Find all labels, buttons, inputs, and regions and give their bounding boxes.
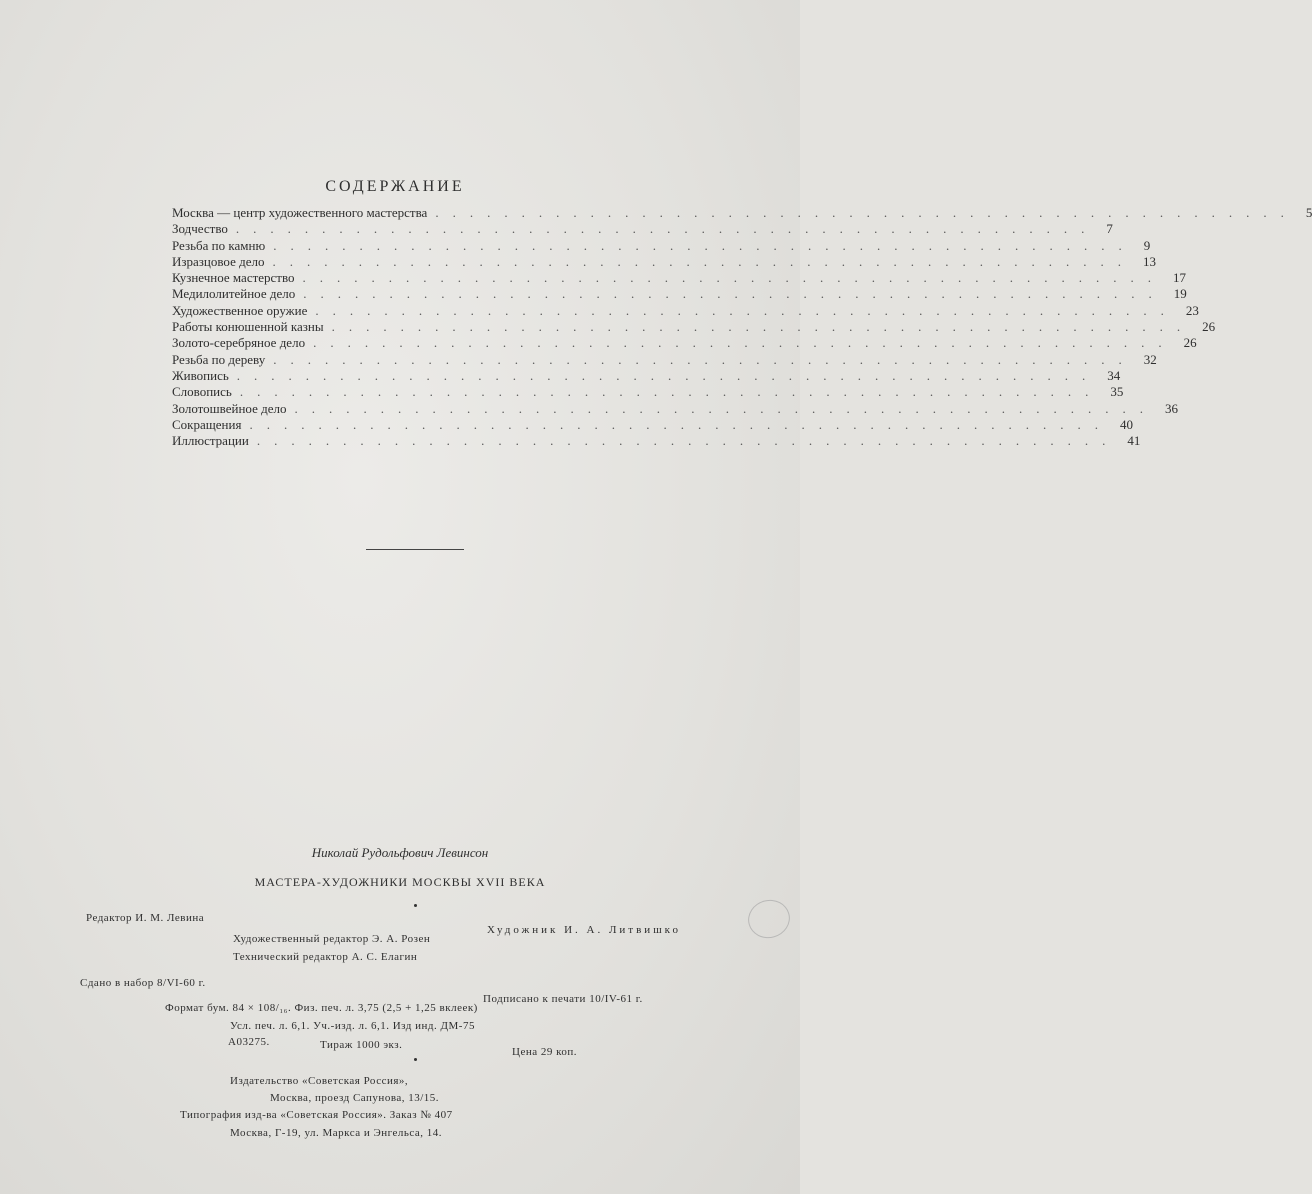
- artist-credit: Художник И. А. Литвишко: [487, 924, 681, 936]
- toc-item-page: 36: [1164, 400, 1178, 416]
- paper-format: Формат бум. 84 × 108/₁₆. Физ. печ. л. 3,75 (2,5 + 1,25 вклеек): [165, 1002, 478, 1014]
- publisher-address: Москва, проезд Сапунова, 13/15.: [270, 1092, 440, 1104]
- toc-leader-dots: ..................................................: [294, 400, 1157, 416]
- toc-item: [168, 433, 1141, 449]
- toc-item: [168, 367, 1121, 384]
- order-code: А03275.: [228, 1036, 270, 1048]
- toc-item: [168, 351, 1157, 368]
- toc-leader-dots: ..................................................: [302, 270, 1166, 286]
- toc-item-page: 17: [1173, 270, 1187, 286]
- author-name: Николай Рудольфович Левинсон: [311, 845, 489, 860]
- toc-item: [168, 384, 1124, 400]
- toc-leader-dots: ..................................................: [331, 319, 1195, 335]
- typeset-date: Сдано в набор 8/VI-60 г.: [80, 977, 206, 989]
- sheet-count: Усл. печ. л. 6,1. Уч.-изд. л. 6,1. Изд инд. ДМ-75: [230, 1020, 475, 1032]
- toc-item-title: Сокращения: [172, 416, 242, 432]
- toc-leader-dots: ..................................................: [272, 253, 1135, 269]
- toc-leader-dots: ..................................................: [273, 351, 1136, 367]
- publisher: Издательство «Советская Россия»,: [230, 1075, 409, 1087]
- art-editor-credit: Художественный редактор Э. А. Розен: [233, 933, 431, 945]
- toc-item-page: 23: [1185, 302, 1199, 318]
- toc-item-title: Резьба по дереву: [172, 351, 266, 367]
- toc-leader-dots: ..................................................: [235, 221, 1099, 237]
- toc-item: [168, 221, 1113, 237]
- toc-item-title: Зодчество: [172, 221, 228, 237]
- toc-leader-dots: ..................................................: [313, 335, 1176, 351]
- toc-leader-dots: ..................................................: [435, 205, 1298, 220]
- editor-credit: Редактор И. М. Левина: [86, 912, 205, 924]
- toc-item-page: 40: [1119, 416, 1133, 432]
- toc-leader-dots: ..................................................: [249, 416, 1112, 432]
- toc-item-title: Живопись: [172, 367, 229, 383]
- toc-item-title: Золото-серебряное дело: [172, 335, 306, 351]
- separator-dot: [414, 1058, 417, 1061]
- toc-item: [168, 416, 1133, 433]
- toc-item-title: Изразцовое дело: [172, 253, 265, 269]
- toc-item-page: 13: [1143, 253, 1156, 269]
- table-of-contents: [168, 205, 1312, 449]
- book-title: МАСТЕРА-ХУДОЖНИКИ МОСКВЫ XVII ВЕКА: [254, 875, 546, 889]
- toc-item-page: 9: [1143, 237, 1151, 253]
- toc-item-title: Медилолитейное дело: [172, 286, 296, 302]
- print-run: Тираж 1000 экз.: [320, 1039, 403, 1051]
- toc-item: [168, 319, 1216, 335]
- toc-item-title: Золотошвейное дело: [172, 400, 287, 416]
- toc-item: [168, 270, 1187, 286]
- toc-item-page: 5: [1305, 205, 1312, 220]
- toc-item: [168, 302, 1199, 319]
- toc-item: [168, 237, 1151, 254]
- toc-title: СОДЕРЖАНИЕ: [325, 178, 465, 195]
- pencil-mark: [744, 895, 794, 943]
- tech-editor-credit: Технический редактор А. С. Елагин: [233, 951, 418, 963]
- toc-item-page: 35: [1110, 384, 1124, 400]
- toc-item-title: Резьба по камню: [172, 237, 266, 253]
- toc-leader-dots: ..................................................: [303, 286, 1166, 302]
- toc-leader-dots: ..................................................: [273, 237, 1136, 253]
- toc-item-page: 7: [1106, 221, 1113, 237]
- toc-item-title: Иллюстрации: [172, 433, 249, 449]
- toc-item-page: 26: [1183, 335, 1197, 351]
- toc-item-title: Словопись: [172, 384, 232, 400]
- toc-item: [168, 253, 1156, 270]
- toc-leader-dots: ..................................................: [239, 384, 1103, 400]
- signed-date: Подписано к печати 10/IV-61 г.: [483, 993, 643, 1005]
- toc-item: [168, 286, 1187, 302]
- divider-line: [366, 549, 464, 550]
- toc-item-title: Художественное оружие: [172, 302, 308, 318]
- printer: Типография изд-ва «Советская Россия». Заказ № 407: [180, 1109, 453, 1121]
- toc-item-title: Кузнечное мастерство: [172, 270, 295, 286]
- toc-item-page: 41: [1127, 433, 1141, 449]
- toc-item-page: 32: [1143, 351, 1157, 367]
- toc-item: [168, 335, 1197, 351]
- toc-item-title: Работы конюшенной казны: [172, 319, 324, 335]
- price: Цена 29 коп.: [512, 1046, 578, 1058]
- toc-item-page: 19: [1173, 286, 1187, 302]
- printer-address: Москва, Г-19, ул. Маркса и Энгельса, 14.: [230, 1127, 443, 1139]
- toc-item-page: 26: [1202, 319, 1216, 335]
- toc-leader-dots: ..................................................: [315, 302, 1178, 318]
- toc-item: [168, 205, 1312, 221]
- toc-item-page: 34: [1107, 367, 1121, 383]
- toc-leader-dots: ..................................................: [256, 433, 1120, 449]
- separator-dot: [414, 904, 417, 907]
- toc-item-title: Москва — центр художественного мастерства: [172, 205, 428, 220]
- toc-item: [168, 400, 1178, 417]
- toc-leader-dots: ..................................................: [236, 367, 1100, 383]
